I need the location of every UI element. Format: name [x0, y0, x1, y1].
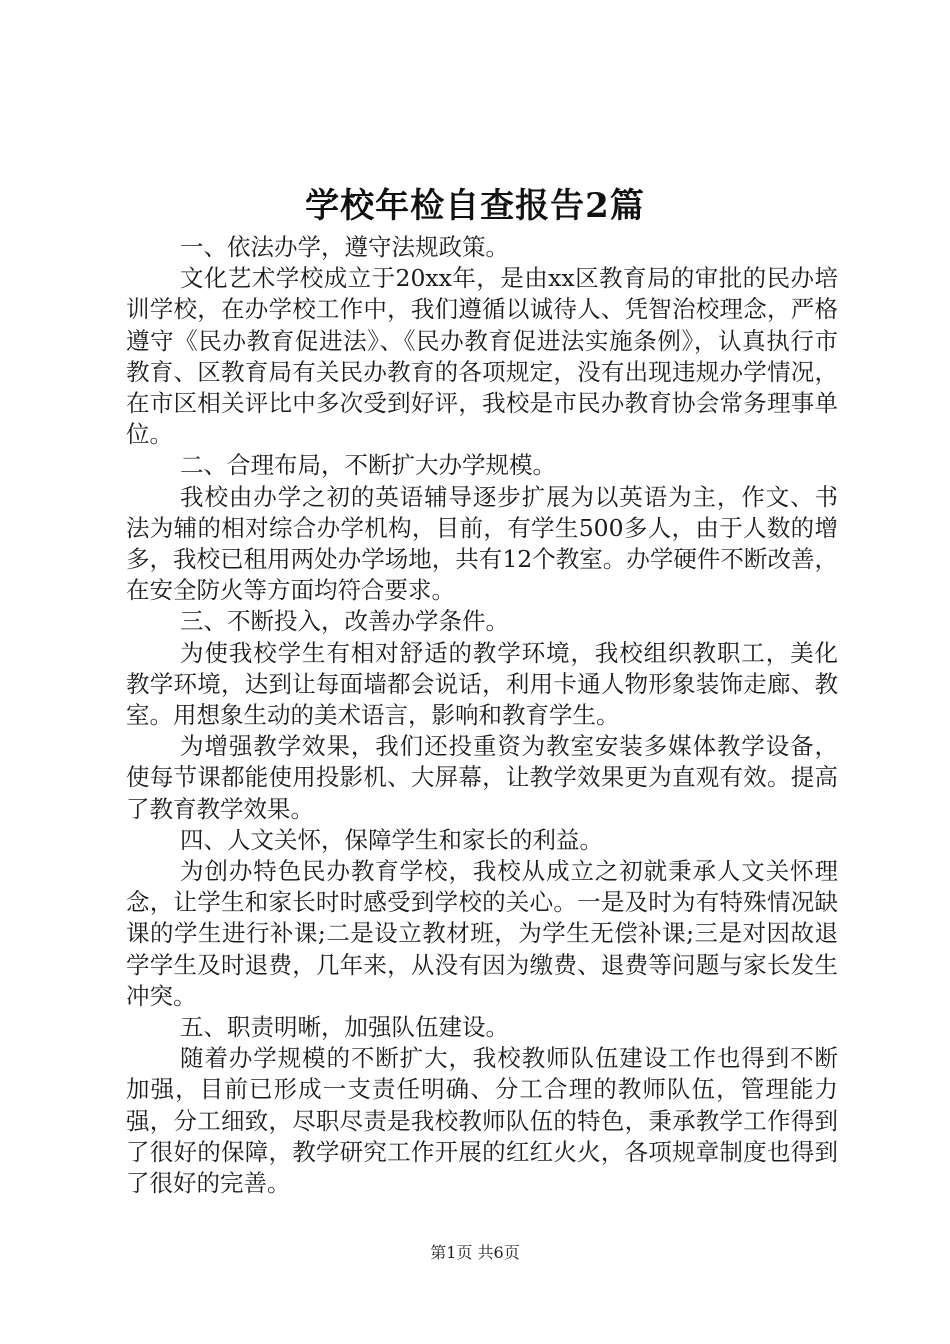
body-paragraph: 我校由办学之初的英语辅导逐步扩展为以英语为主，作文、书法为辅的相对综合办学机构，目前，有学生500多人，由于人数的增多，我校已租用两处办学场地，共有12个教室。办学硬件不断改善，在安全防火等方面均符合要求。 — [126, 482, 838, 605]
section-heading-5: 五、职责明晰，加强队伍建设。 — [180, 1013, 510, 1042]
body-paragraph: 为使我校学生有相对舒适的教学环境，我校组织教职工，美化教学环境，达到让每面墙都会说话，利用卡通人物形象装饰走廊、教室。用想象生动的美术语言，影响和教育学生。 — [126, 638, 838, 730]
body-paragraph: 文化艺术学校成立于20xx年，是由xx区教育局的审批的民办培训学校，在办学校工作中，我们遵循以诚待人、凭智治校理念，严格遵守《民办教育促进法》、《民办教育促进法实施条例》，认真执行市教育、区教育局有关民办教育的各项规定，没有出现违规办学情况，在市区相关评比中多次受到好评，我校是市民办教育协会常务理事单位。 — [126, 264, 838, 449]
document-body — [126, 232, 838, 1199]
section-heading-2: 二、合理布局，不断扩大办学规模。 — [180, 451, 557, 480]
section-heading-3: 三、不断投入，改善办学条件。 — [180, 607, 510, 636]
page-number-footer: 第1页 共6页 — [430, 1243, 520, 1262]
section-heading-1: 一、依法办学，遵守法规政策。 — [180, 233, 510, 261]
body-paragraph: 为增强教学效果，我们还投重资为教室安装多媒体教学设备，使每节课都能使用投影机、大屏幕，让教学效果更为直观有效。提高了教育教学效果。 — [126, 732, 838, 823]
document-title: 学校年检自查报告2篇 — [305, 186, 645, 226]
section-heading-4: 四、人文关怀，保障学生和家长的利益。 — [180, 825, 604, 854]
body-paragraph: 随着办学规模的不断扩大，我校教师队伍建设工作也得到不断加强，目前已形成一支责任明确、分工合理的教师队伍，管理能力强，分工细致，尽职尽责是我校教师队伍的特色，秉承教学工作得到了很好的保障，教学研究工作开展的红红火火，各项规章制度也得到了很好的完善。 — [126, 1044, 838, 1198]
body-paragraph: 为创办特色民办教育学校，我校从成立之初就秉承人文关怀理念，让学生和家长时时感受到学校的关心。一是及时为有特殊情况缺课的学生进行补课;二是设立教材班，为学生无偿补课;三是对因故退学学生及时退费，几年来，从没有因为缴费、退费等问题与家长发生冲突。 — [126, 857, 838, 1010]
